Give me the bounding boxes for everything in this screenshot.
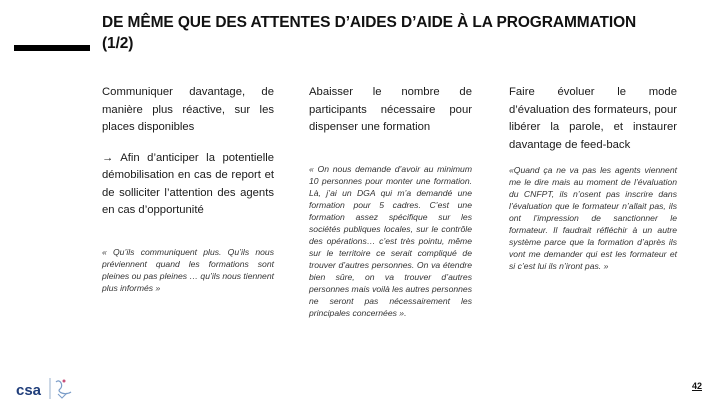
title-accent-bar <box>14 45 90 51</box>
column-3-quote: «Quand ça ne va pas les agents viennent me le dire mais au moment de l’évaluation du CNFPT, ils n’osent pas inscrire dans l’évaluation que le formateur n’allait pas, ils ont l’impression de sanctionner le formateur. Il faudrait réfléchir à un autre système parce que la formation d’après ils vont me demander qui est les formateur et si c’est lui ils n’iront pas. » <box>509 165 677 271</box>
slide-title: DE MÊME QUE DES ATTENTES D’AIDES D’AIDE À LA PROGRAMMATION (1/2) <box>102 14 637 52</box>
column-1-lead-2: → Afin d’anticiper la potentielle démobilisation en cas de report et de solliciter l’attention des agents en cas d’opportunité <box>102 151 274 216</box>
column-3 <box>509 84 677 272</box>
column-3-lead: Faire évoluer le mode d’évaluation des formateurs, pour libérer la parole, et instaurer davantage de feed-back <box>509 86 677 151</box>
column-1-quote: « Qu’ils communiquent plus. Qu’ils nous préviennent quand les formations sont pleines ou pas pleines … qu’ils nous tiennent plus informés » <box>102 246 274 293</box>
csa-logo <box>14 376 76 400</box>
column-1-lead: Communiquer davantage, de manière plus réactive, sur les places disponibles <box>102 86 274 133</box>
column-2-lead: Abaisser le nombre de participants nécessaire pour dispenser une formation <box>309 86 472 133</box>
page-number: 42 <box>691 381 702 391</box>
column-2 <box>309 84 472 319</box>
logo-text: csa <box>16 382 42 399</box>
column-2-quote: « On nous demande d’avoir au minimum 10 personnes pour monter une formation. Là, j’ai un DGA qui m’a demandé une formation pour 5 cadres. C’est une formation assez spécifique sur les sociétés publiques locales, sur le contrôle des opérations… c’est très pointu, même sur le territoire ce serait compliqué de trouver d’autres personnes. On va étendre bien sûre, on va trouver d’autres personnes mais voilà les autres personnes ne seront pas nécessairement les principales concernées ». <box>309 163 472 318</box>
csa-logo-icon <box>14 376 76 400</box>
column-1 <box>102 84 274 294</box>
